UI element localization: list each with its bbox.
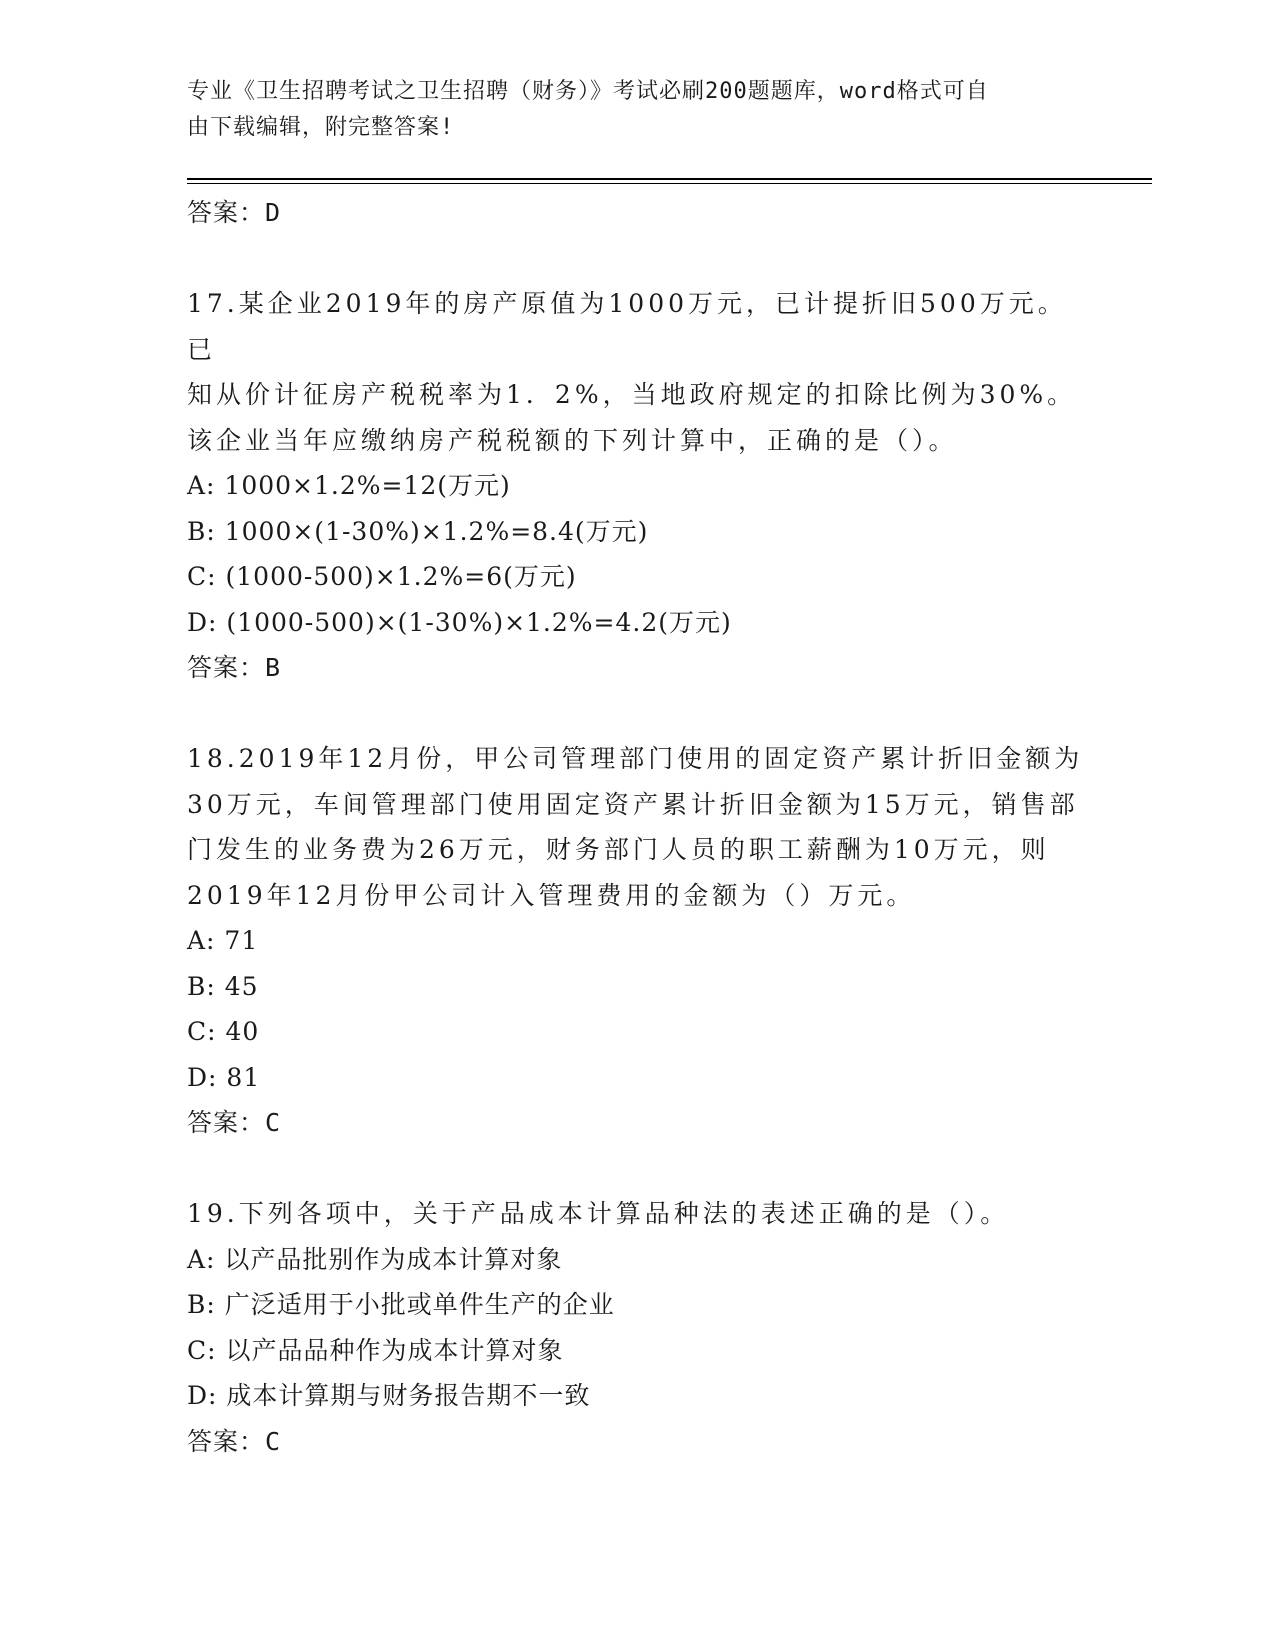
option-b: B: 广泛适用于小批或单件生产的企业: [187, 1290, 615, 1319]
option-a: A: 1000×1.2%=12(万元): [187, 471, 511, 500]
question-stem-line: 19.下列各项中，关于产品成本计算品种法的表述正确的是（）。: [187, 1199, 1010, 1228]
answer: 答案：C: [187, 1426, 282, 1456]
question-stem-line: 知从价计征房产税税率为1．2%，当地政府规定的扣除比例为30%。: [187, 380, 1077, 409]
option-c: C: 40: [187, 1017, 260, 1046]
question-stem: [187, 1191, 1087, 1237]
option-c: C: (1000-500)×1.2%=6(万元): [187, 562, 577, 591]
option-c: C: 以产品品种作为成本计算对象: [187, 1335, 564, 1365]
document-body: [187, 190, 1087, 1464]
previous-answer: 答案：D: [187, 198, 282, 227]
question-stem-line: 18.2019年12月份，甲公司管理部门使用的固定资产累计折旧金额为: [187, 744, 1084, 773]
question-19: [187, 1191, 1087, 1464]
header-line-1: 专业《卫生招聘考试之卫生招聘（财务）》考试必刷200题题库，word格式可自: [187, 79, 989, 104]
document-header: [187, 74, 1067, 146]
header-divider-thick: [187, 178, 1152, 180]
question-stem: [187, 736, 1087, 918]
question-stem-line: 17.某企业2019年的房产原值为1000万元，已计提折旧500万元。已: [187, 289, 1067, 364]
option-d: D: 81: [187, 1062, 261, 1092]
question-stem-line: 该企业当年应缴纳房产税税额的下列计算中，正确的是（）。: [187, 425, 958, 455]
answer: 答案：C: [187, 1108, 282, 1137]
header-line-2: 由下载编辑，附完整答案!: [187, 115, 455, 140]
question-17: [187, 281, 1087, 690]
option-a: A: 71: [187, 926, 259, 955]
option-a: A: 以产品批别作为成本计算对象: [187, 1244, 563, 1274]
question-stem-line: 2019年12月份甲公司计入管理费用的金额为（）万元。: [187, 880, 916, 910]
question-stem-line: 30万元，车间管理部门使用固定资产累计折旧金额为15万元，销售部: [187, 789, 1079, 819]
answer: 答案：B: [187, 653, 282, 682]
question-stem: [187, 281, 1087, 463]
question-18: [187, 736, 1087, 1145]
option-d: D: (1000-500)×(1-30%)×1.2%=4.2(万元): [187, 607, 732, 637]
question-stem-line: 门发生的业务费为26万元，财务部门人员的职工薪酬为10万元，则: [187, 835, 1050, 864]
option-d: D: 成本计算期与财务报告期不一致: [187, 1381, 591, 1410]
option-b: B: 1000×(1-30%)×1.2%=8.4(万元): [187, 516, 649, 546]
header-divider-thin: [187, 183, 1152, 184]
option-b: B: 45: [187, 971, 259, 1001]
